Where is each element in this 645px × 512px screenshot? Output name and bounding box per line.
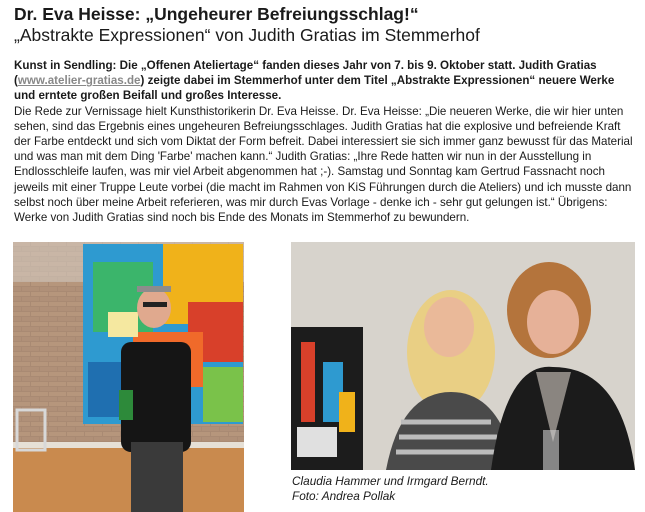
article-title: Dr. Eva Heisse: „Ungeheurer Befreiungsschlag!“ bbox=[14, 4, 419, 24]
photo-artist-with-painting bbox=[13, 242, 244, 512]
photo-artist-illustration bbox=[13, 242, 244, 512]
photo-women-illustration bbox=[291, 242, 635, 470]
caption-credit: Foto: Andrea Pollak bbox=[292, 489, 396, 503]
article-subtitle: „Abstrakte Expressionen“ von Judith Gratias im Stemmerhof bbox=[14, 25, 480, 45]
article-body bbox=[14, 58, 636, 225]
caption-names: Claudia Hammer und Irmgard Berndt. bbox=[292, 474, 489, 488]
atelier-website-link[interactable]: www.atelier-gratias.de bbox=[17, 74, 141, 88]
article-paragraph: Die Rede zur Vernissage hielt Kunsthistorikerin Dr. Eva Heisse. Dr. Eva Heisse: „Die neueren Werke, die wir hier unten sehen, sind das Ergebnis eines ungeheuren Befreiungsschlages. Judith Gratias hat die explosive und befreiende Kraft der Farbe entdeckt und sich vom Diktat der Form befreit. Dabei interessiert sie sich immer ganz bewusst für das Material und was man mit dem Ding 'Farbe' machen kann.“ Judith Gratias: „Ihre Rede hatten wir nun in der Ausstellung in Endlosschleife laufen, was mir viel Arbeit abgenommen hat ;-). Samstag und Sonntag kam Gertrud Fassnacht noch jeweils mit einer Truppe Leute vorbei (die macht im Rahmen von KiS Führungen durch die Ateliers) und ich musste dann selbst noch über meine Arbeit referieren, was mir durch Evas Vorlage - denke ich - sehr gut gelungen ist.“ Übrigens: Werke von Judith Gratias sind noch bis Ende des Monats im Stemmerhof zu bewundern. bbox=[14, 104, 633, 225]
photo-caption bbox=[292, 474, 489, 504]
photo-claudia-hammer-irmgard-berndt bbox=[291, 242, 635, 470]
lead-text-end: ) zeigte dabei im Stemmerhof unter dem Titel „Abstrakte Expressionen“ neuere Werke und erntete großen Beifall und großes Interesse. bbox=[14, 74, 615, 103]
lead-text-start: Kunst in Sendling: Die „Offenen Ateliertage“ fanden dieses Jahr von 7. bis 9. Oktober statt. Judith Gratias ( bbox=[14, 59, 597, 88]
